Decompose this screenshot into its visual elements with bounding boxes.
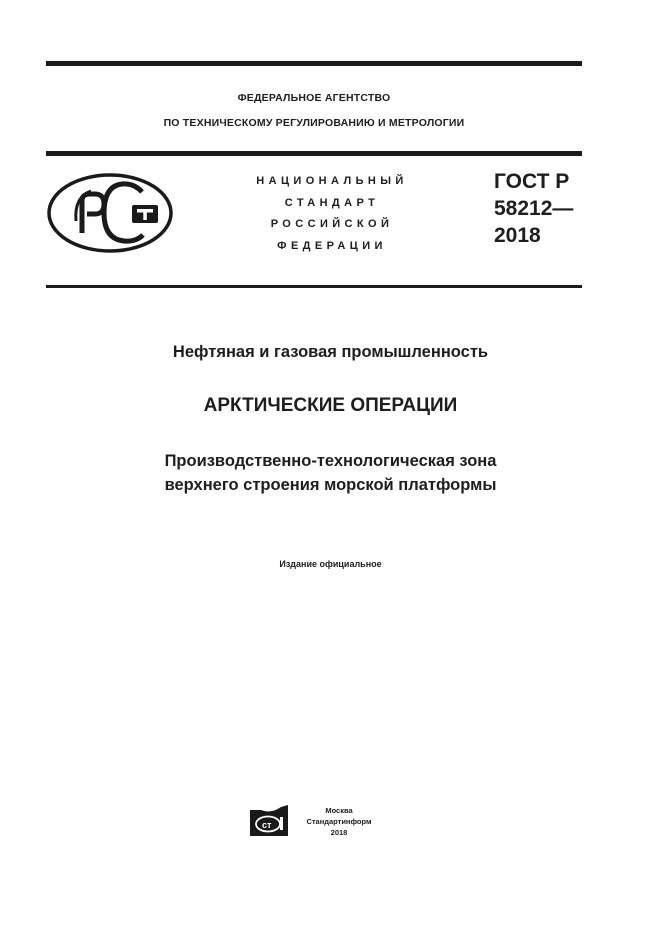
gost-line: ГОСТ Р (494, 170, 570, 193)
rst-certification-mark-icon (46, 171, 174, 255)
bottom-rule (46, 285, 582, 288)
gost-line: 58212— (494, 197, 574, 220)
gost-designation (494, 168, 573, 249)
agency-line-2: ПО ТЕХНИЧЕСКОМУ РЕГУЛИРОВАНИЮ И МЕТРОЛОГИИ (163, 117, 465, 129)
publisher-imprint (296, 805, 382, 838)
document-subtitle (0, 449, 661, 497)
standartinform-logo-icon (249, 805, 289, 837)
official-edition-label: Издание официальное (279, 559, 382, 569)
middle-rule (46, 151, 582, 156)
subtitle-line: верхнего строения морской платформы (164, 476, 497, 494)
imprint-year: 2018 (330, 828, 348, 837)
industry-heading: Нефтяная и газовая промышленность (172, 343, 489, 361)
national-line: НАЦИОНАЛЬНЫЙ (256, 175, 408, 187)
document-title: АРКТИЧЕСКИЕ ОПЕРАЦИИ (203, 395, 458, 416)
svg-text:ст: ст (262, 820, 272, 830)
national-standard-label (232, 171, 432, 257)
agency-line-1: ФЕДЕРАЛЬНОЕ АГЕНТСТВО (237, 92, 391, 104)
national-line: ФЕДЕРАЦИИ (277, 239, 387, 252)
subtitle-line: Производственно-технологическая зона (164, 452, 497, 470)
top-rule (46, 61, 582, 66)
imprint-city: Москва (325, 806, 353, 815)
national-line: РОССИЙСКОЙ (270, 218, 394, 230)
imprint-publisher: Стандартинформ (306, 817, 372, 826)
national-line: СТАНДАРТ (284, 196, 380, 209)
gost-line: 2018 (494, 224, 541, 247)
